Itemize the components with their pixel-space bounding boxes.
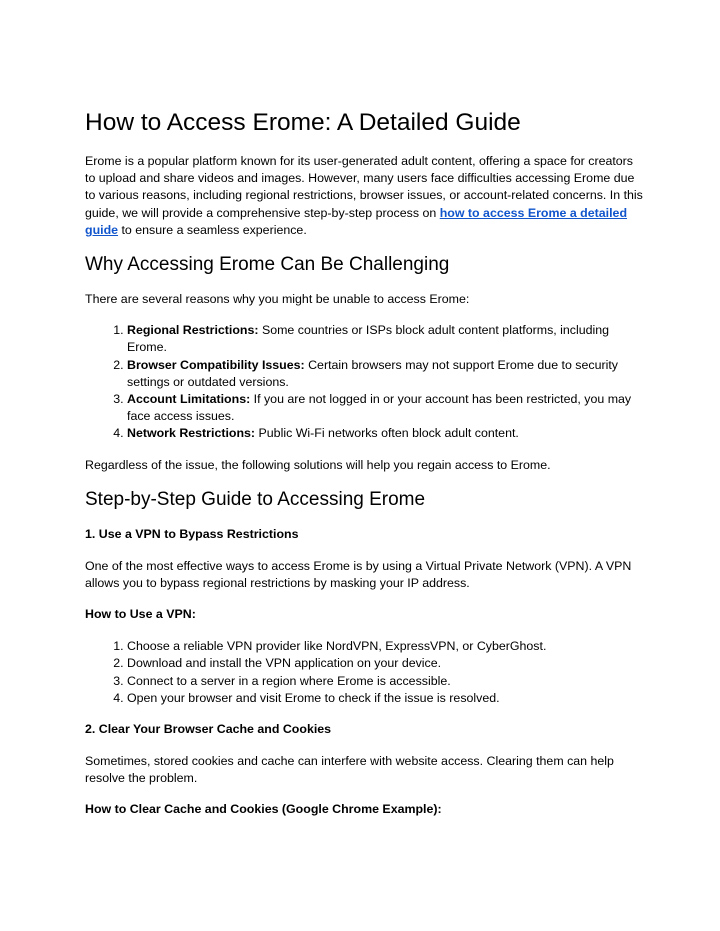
list-item (127, 391, 645, 425)
list-item: 3. Connect to a server in a region where Erome is accessible. (127, 673, 645, 690)
intro-paragraph (85, 153, 645, 239)
reason-text: If you are not logged in or your account has been restricted, you may face access issues. (127, 392, 632, 424)
intro-text-after: to ensure a seamless experience. (118, 222, 307, 237)
reason-text: Certain browsers may not support Erome due to security settings or outdated versions. (127, 357, 618, 389)
why-lead: There are several reasons why you might be unable to access Erome: (85, 292, 470, 307)
why-heading: Why Accessing Erome Can Be Challenging (85, 254, 450, 276)
reasons-list (85, 322, 645, 442)
vpn-steps-list (85, 638, 645, 707)
list-item: 2. Download and install the VPN application on your device. (127, 655, 645, 672)
why-closing: Regardless of the issue, the following solutions will help you regain access to Erome. (85, 457, 551, 472)
step2-heading: 2. Clear Your Browser Cache and Cookies (85, 722, 332, 737)
steps-heading: Step-by-Step Guide to Accessing Erome (85, 488, 426, 510)
list-item (127, 322, 645, 356)
reason-label: Account Limitations: (127, 392, 251, 407)
step2-text: Sometimes, stored cookies and cache can interfere with website access. Clearing them can help resolve the problem. (85, 754, 614, 786)
reason-label: Network Restrictions: (127, 426, 256, 441)
step1-subheading: How to Use a VPN: (85, 607, 196, 622)
page-title: How to Access Erome: A Detailed Guide (85, 109, 521, 136)
document-page (85, 108, 645, 833)
guide-link[interactable]: how to access Erome a detailed guide (85, 205, 628, 237)
intro-text-before: Erome is a popular platform known for its user-generated adult content, offering a space for creators to upload and share videos and images. However, many users face difficulties accessing Erome due to various reasons, including regional restrictions, browser issues, or account-related concerns. In this guide, we will provide a comprehensive step-by-step process on (85, 154, 643, 220)
reason-label: Browser Compatibility Issues: (127, 357, 305, 372)
step2-subheading: How to Clear Cache and Cookies (Google Chrome Example): (85, 802, 442, 817)
list-item: 1. Choose a reliable VPN provider like NordVPN, ExpressVPN, or CyberGhost. (127, 638, 645, 655)
list-item (127, 357, 645, 391)
step1-text: One of the most effective ways to access Erome is by using a Virtual Private Network (VPN). A VPN allows you to bypass regional restrictions by masking your IP address. (85, 558, 632, 591)
list-item (127, 425, 645, 442)
list-item: 4. Open your browser and visit Erome to check if the issue is resolved. (127, 690, 645, 707)
reason-text: Public Wi-Fi networks often block adult content. (255, 426, 519, 441)
reason-text: Some countries or ISPs block adult content platforms, including Erome. (127, 323, 610, 355)
reason-label: Regional Restrictions: (127, 323, 259, 338)
step1-heading: 1. Use a VPN to Bypass Restrictions (85, 526, 299, 541)
